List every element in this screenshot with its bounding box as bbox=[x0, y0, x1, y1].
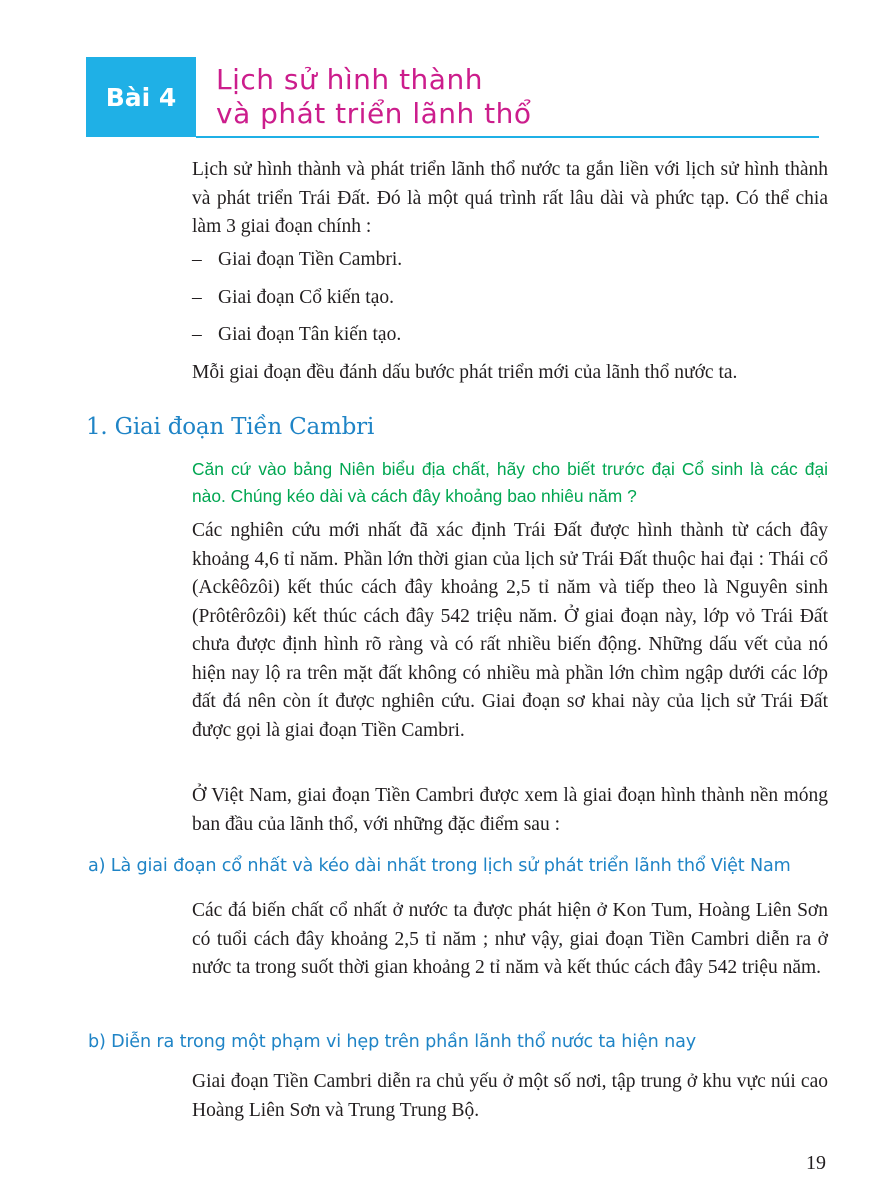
stage-list-item bbox=[192, 321, 401, 349]
stage-list-item bbox=[192, 246, 402, 274]
subheading-a: a) Là giai đoạn cổ nhất và kéo dài nhất trong lịch sử phát triển lãnh thổ Việt Nam bbox=[88, 856, 791, 876]
lesson-title-line-2: và phát triển lãnh thổ bbox=[216, 97, 532, 130]
stage-label: Giai đoạn Tiền Cambri. bbox=[218, 249, 403, 270]
lesson-badge: Bài 4 bbox=[86, 57, 196, 137]
dash-marker: – bbox=[192, 249, 202, 270]
body-paragraph: Các nghiên cứu mới nhất đã xác định Trái Đất được hình thành từ cách đây khoảng 4,6 tỉ năm. Phần lớn thời gian của lịch sử Trái Đất thuộc hai đại : Thái cổ (Ackêôzôi) kết thúc cách đây khoảng 2,5 tỉ năm và tiếp theo là Nguyên sinh (Prôtêrôzôi) kết thúc cách đây 542 triệu năm. Ở giai đoạn này, lớp vỏ Trái Đất chưa được định hình rõ ràng và có rất nhiều biến động. Những dấu vết của nó hiện nay lộ ra trên mặt đất không có nhiều mà phần lớn chìm ngập dưới các lớp đất đá nên còn ít được nghiên cứu. Giai đoạn sơ khai này của lịch sử Trái Đất được gọi là giai đoạn Tiền Cambri. bbox=[192, 520, 828, 741]
stage-label: Giai đoạn Tân kiến tạo. bbox=[218, 324, 402, 345]
body-paragraph: Các đá biến chất cổ nhất ở nước ta được phát hiện ở Kon Tum, Hoàng Liên Sơn có tuổi cách đây khoảng 2,5 tỉ năm ; như vậy, giai đoạn Tiền Cambri diễn ra ở nước ta trong suốt thời gian khoảng 2 tỉ năm và kết thúc cách đây 542 triệu năm. bbox=[192, 900, 828, 978]
body-paragraph: Ở Việt Nam, giai đoạn Tiền Cambri được xem là giai đoạn hình thành nền móng ban đầu của lãnh thổ, với những đặc điểm sau : bbox=[192, 785, 828, 835]
body-paragraph: Giai đoạn Tiền Cambri diễn ra chủ yếu ở một số nơi, tập trung ở khu vực núi cao Hoàng Liên Sơn và Trung Trung Bộ. bbox=[192, 1071, 828, 1121]
page-number: 19 bbox=[806, 1152, 826, 1174]
dash-marker: – bbox=[192, 287, 202, 308]
subheading-b: b) Diễn ra trong một phạm vi hẹp trên phần lãnh thổ nước ta hiện nay bbox=[88, 1032, 696, 1052]
intro-paragraph: Lịch sử hình thành và phát triển lãnh thổ nước ta gắn liền với lịch sử hình thành và phát triển Trái Đất. Đó là một quá trình rất lâu dài và phức tạp. Có thể chia làm 3 giai đoạn chính : bbox=[192, 159, 828, 237]
lesson-title bbox=[216, 63, 532, 131]
section-heading: 1. Giai đoạn Tiền Cambri bbox=[86, 414, 375, 440]
stage-label: Giai đoạn Cổ kiến tạo. bbox=[218, 287, 395, 308]
question-prompt: Căn cứ vào bảng Niên biểu địa chất, hãy cho biết trước đại Cổ sinh là các đại nào. Chúng kéo dài và cách đây khoảng bao nhiêu năm ? bbox=[192, 459, 828, 506]
dash-marker: – bbox=[192, 324, 202, 345]
stage-list-item bbox=[192, 284, 394, 312]
lesson-title-line-1: Lịch sử hình thành bbox=[216, 63, 483, 96]
intro-closing: Mỗi giai đoạn đều đánh dấu bước phát triển mới của lãnh thổ nước ta. bbox=[192, 362, 738, 383]
title-underline bbox=[196, 136, 819, 138]
